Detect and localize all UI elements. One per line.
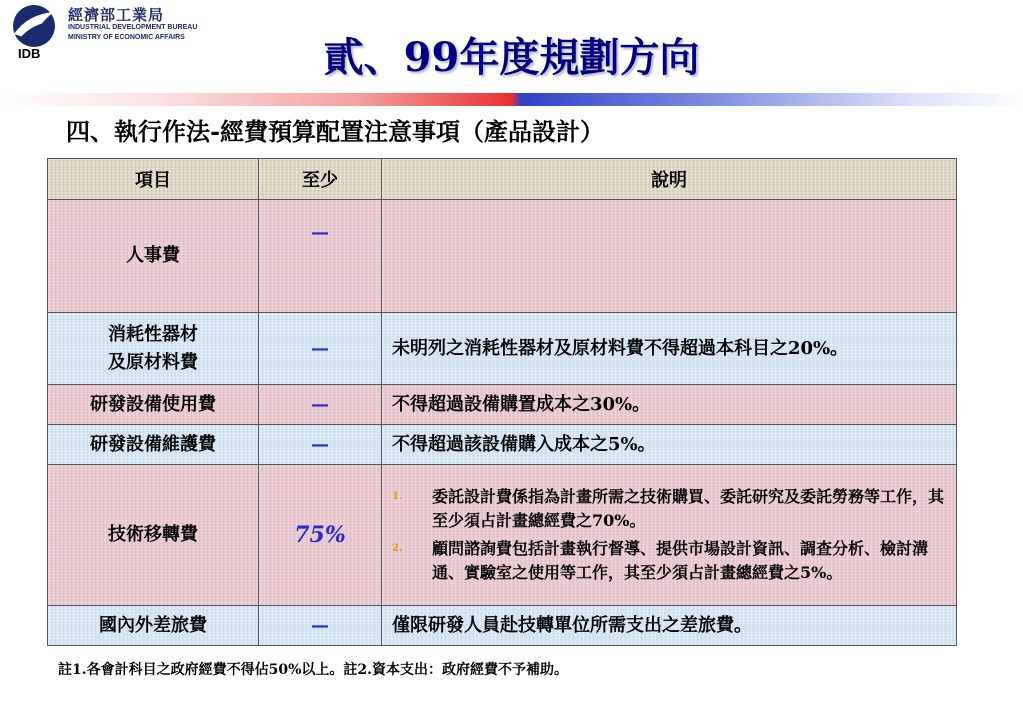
- row-description: [382, 465, 957, 606]
- table-header-row: [48, 159, 957, 200]
- row-item: 國內外差旅費: [48, 606, 259, 646]
- footnote: 註1.各會計科目之政府經費不得佔50%以上。註2.資本支出：政府經費不予補助。: [58, 662, 569, 678]
- table-row: [48, 606, 957, 646]
- row-minimum: —: [259, 200, 382, 313]
- budget-table: [47, 158, 957, 646]
- row-description: [382, 200, 957, 313]
- row-minimum: 75%: [259, 465, 382, 606]
- row-minimum: —: [259, 313, 382, 385]
- slide-title: 貳、99年度規劃方向: [323, 34, 700, 81]
- list-number: 1.: [392, 491, 403, 502]
- list-item: [392, 485, 944, 533]
- list-item: [392, 537, 944, 585]
- header-item: 項目: [48, 159, 259, 200]
- row-minimum: —: [259, 425, 382, 465]
- table-row: [48, 385, 957, 425]
- table-row: [48, 425, 957, 465]
- list-number: 2.: [392, 543, 403, 554]
- row-description: 未明列之消耗性器材及原材料費不得超過本科目之20%。: [382, 313, 957, 385]
- row-item: 研發設備使用費: [48, 385, 259, 425]
- row-minimum: —: [259, 385, 382, 425]
- logo-abbreviation: IDB: [18, 46, 41, 61]
- row-description: 不得超過設備購置成本之30%。: [382, 385, 957, 425]
- table-row: [48, 200, 957, 313]
- row-description: 僅限研發人員赴技轉單位所需支出之差旅費。: [382, 606, 957, 646]
- table-row: [48, 465, 957, 606]
- header-description: 說明: [382, 159, 957, 200]
- section-subtitle: 四、執行作法-經費預算配置注意事項（產品設計）: [66, 117, 604, 146]
- row-item: 人事費: [48, 200, 259, 313]
- logo-chinese-name: 經濟部工業局: [68, 6, 165, 24]
- logo-ministry-name: MINISTRY OF ECONOMIC AFFAIRS: [68, 34, 185, 41]
- row-item: 研發設備維護費: [48, 425, 259, 465]
- row-item-line: 消耗性器材: [108, 323, 198, 345]
- list-text: 委託設計費係指為計畫所需之技術購買、委託研究及委託勞務等工作，其至少須占計畫總經費之70%。: [432, 487, 945, 530]
- row-minimum: —: [259, 606, 382, 646]
- header-minimum: 至少: [259, 159, 382, 200]
- description-list: [392, 485, 944, 585]
- row-description: 不得超過該設備購入成本之5%。: [382, 425, 957, 465]
- logo-english-name: INDUSTRIAL DEVELOPMENT BUREAU: [68, 24, 198, 31]
- row-item: 技術移轉費: [48, 465, 259, 606]
- row-item-line: 及原材料費: [108, 351, 198, 373]
- list-text: 顧問諮詢費包括計畫執行督導、提供市場設計資訊、調查分析、檢討溝通、實驗室之使用等工作，其至少須占計畫總經費之5%。: [432, 539, 929, 582]
- title-divider: [0, 93, 1023, 106]
- row-item: [48, 313, 259, 385]
- table-row: [48, 313, 957, 385]
